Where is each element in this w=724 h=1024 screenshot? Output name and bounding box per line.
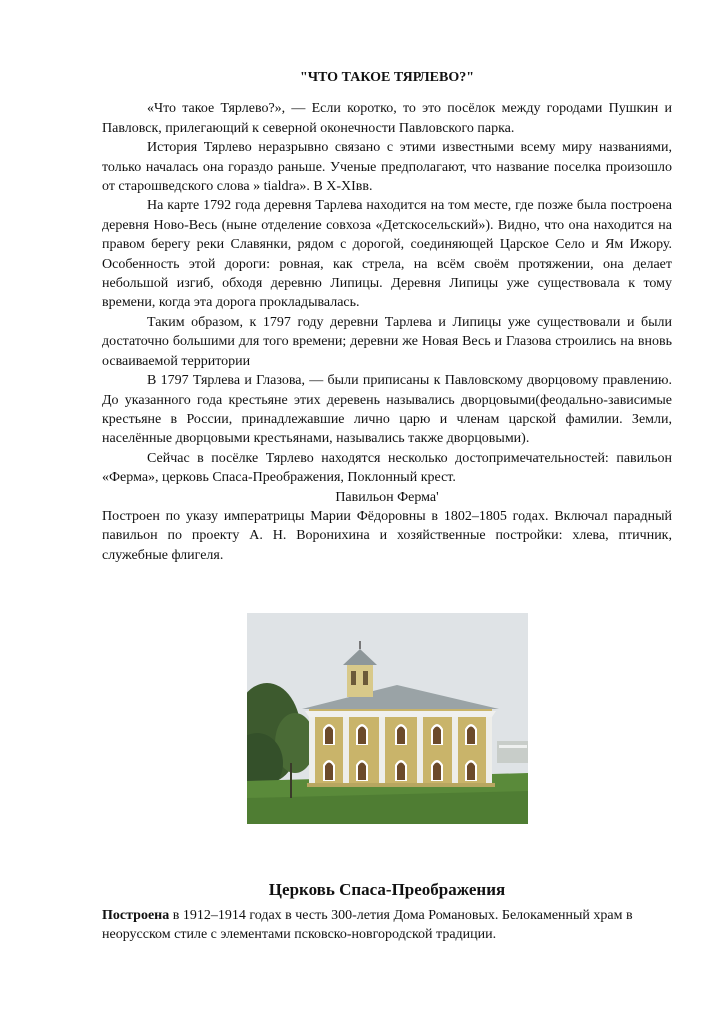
pavilion-building-illustration [247, 613, 528, 824]
document-body [102, 68, 672, 565]
paragraph-1797: Таким образом, к 1797 году деревни Тарлева и Липицы уже существовали и были достаточно большими для того времени; деревни же Новая Весь и Глазова строились на вновь осваиваемой территории [102, 314, 672, 369]
church-bold-lead: Построена [102, 908, 170, 923]
pavilion-heading: Павильон Ферма' [335, 489, 439, 505]
paragraph-intro: «Что такое Тярлево?», — Если коротко, то это посёлок между городами Пушкин и Павловск, прилегающий к северной оконечности Павловского парка. [102, 101, 672, 136]
paragraph-sights: Сейчас в посёлке Тярлево находятся несколько достопримечательностей: павильон «Ферма», церковь Спаса-Преображения, Поклонный крест. [102, 450, 672, 486]
pavilion-photo [247, 613, 528, 824]
church-heading: Церковь Спаса-Преображения [268, 880, 506, 899]
church-section [102, 906, 672, 945]
paragraph-history: История Тярлево неразрывно связано с этими известными всему миру названиями, только началась она гораздо раньше. Ученые предполагают, что название поселка произошло от старошведского слова » tialdra». В X-XIвв. [102, 140, 672, 195]
paragraph-map-1792: На карте 1792 года деревня Тарлева находится на том месте, где позже была построена деревня Ново-Весь (ныне отделение совхоза «Детскосельский»). Видно, что она находится на правом берегу реки Славянки, рядом с дорогой, соединяющей Царское Село и Ям Ижору. Особенность этой дороги: ровная, как стрела, на всём своём протяжении, она делает небольшой изгиб, обходя деревню Липицы. Деревня Липицы уже существовала к тому времени, когда эта дорога прокладывалась. [102, 198, 672, 311]
page-title: "ЧТО ТАКОЕ ТЯРЛЕВО?" [299, 70, 474, 85]
church-text: в 1912–1914 годах в честь 300-летия Дома Романовых. Белокаменный храм в неорусском стиле с элементами псковско-новгородской традиции. [102, 908, 633, 943]
pavilion-text: Построен по указу императрицы Марии Фёдоровны в 1802–1805 годах. Включал парадный павильон по проекту А. Н. Воронихина и хозяйственные постройки: хлева, птичник, служебные флигеля. [102, 508, 672, 563]
paragraph-palace-peasants: В 1797 Тярлева и Глазова, — были приписаны к Павловскому дворцовому правлению. До указанного года крестьяне этих деревень назывались дворцовыми(феодально-зависимые крестьяне в России, принадлежавшие лично царю и членам царской фамилии. Земли, населённые дворцовыми крестьянами, назывались также дворцовыми). [102, 373, 672, 447]
church-paragraph [102, 906, 672, 945]
